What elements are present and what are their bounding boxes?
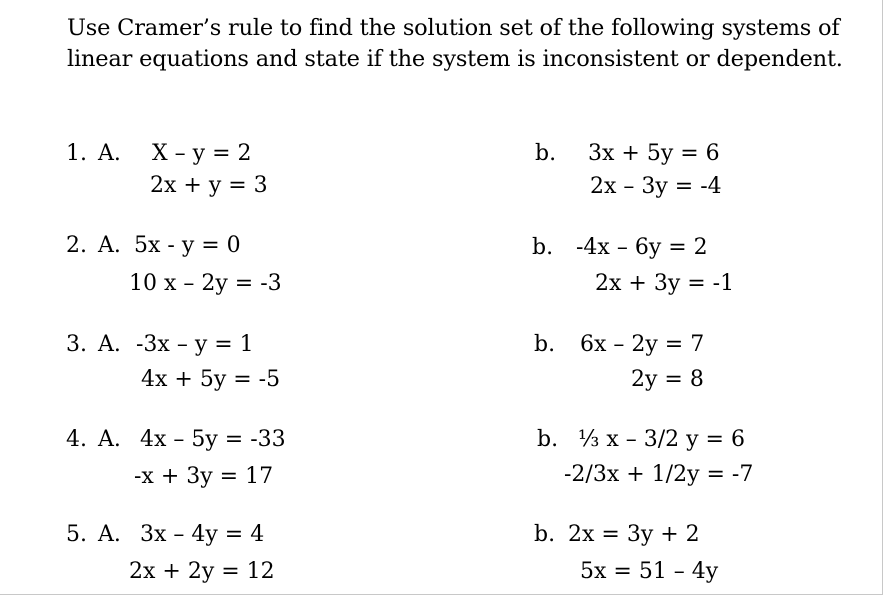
- part-b-label: b.: [532, 235, 554, 260]
- part-a-label: A.: [98, 332, 121, 357]
- part-a-label: A.: [98, 233, 121, 258]
- problem-number: 3.: [66, 332, 87, 357]
- equation: 5x - y = 0: [134, 233, 241, 258]
- equation: 10 x – 2y = -3: [129, 271, 282, 296]
- equation: -3x – y = 1: [136, 332, 254, 357]
- part-b-label: b.: [537, 427, 559, 452]
- part-b-label: b.: [535, 141, 557, 166]
- problem-number: 5.: [66, 522, 87, 547]
- equation: ⅓ x – 3/2 y = 6: [578, 427, 745, 452]
- problem-number: 2.: [66, 233, 87, 258]
- equation: -2/3x + 1/2y = -7: [564, 462, 754, 487]
- problem-number: 1.: [66, 141, 87, 166]
- equation: 4x – 5y = -33: [140, 427, 286, 452]
- equation: 3x – 4y = 4: [140, 522, 265, 547]
- instructions: [67, 13, 857, 75]
- instructions-line-1: Use Cramer’s rule to find the solution set of the following systems of: [67, 15, 840, 41]
- equation: 2y = 8: [631, 367, 704, 392]
- problem-number: 4.: [66, 427, 87, 452]
- part-a-label: A.: [98, 141, 121, 166]
- equation: -4x – 6y = 2: [576, 235, 708, 260]
- equation: 5x = 51 – 4y: [580, 559, 719, 584]
- equation: 2x – 3y = -4: [590, 174, 722, 199]
- equation: 2x = 3y + 2: [568, 522, 700, 547]
- equation: 2x + y = 3: [150, 173, 268, 198]
- part-b-label: b.: [534, 332, 556, 357]
- equation: 2x + 2y = 12: [129, 559, 275, 584]
- part-b-label: b.: [534, 522, 556, 547]
- equation: -x + 3y = 17: [134, 464, 274, 489]
- part-a-label: A.: [98, 427, 121, 452]
- equation: 3x + 5y = 6: [588, 141, 720, 166]
- equation: 6x – 2y = 7: [580, 332, 705, 357]
- part-a-label: A.: [98, 522, 121, 547]
- equation: X – y = 2: [152, 141, 252, 166]
- instructions-line-2: linear equations and state if the system is inconsistent or dependent.: [67, 46, 843, 72]
- equation: 4x + 5y = -5: [141, 367, 281, 392]
- equation: 2x + 3y = -1: [595, 271, 735, 296]
